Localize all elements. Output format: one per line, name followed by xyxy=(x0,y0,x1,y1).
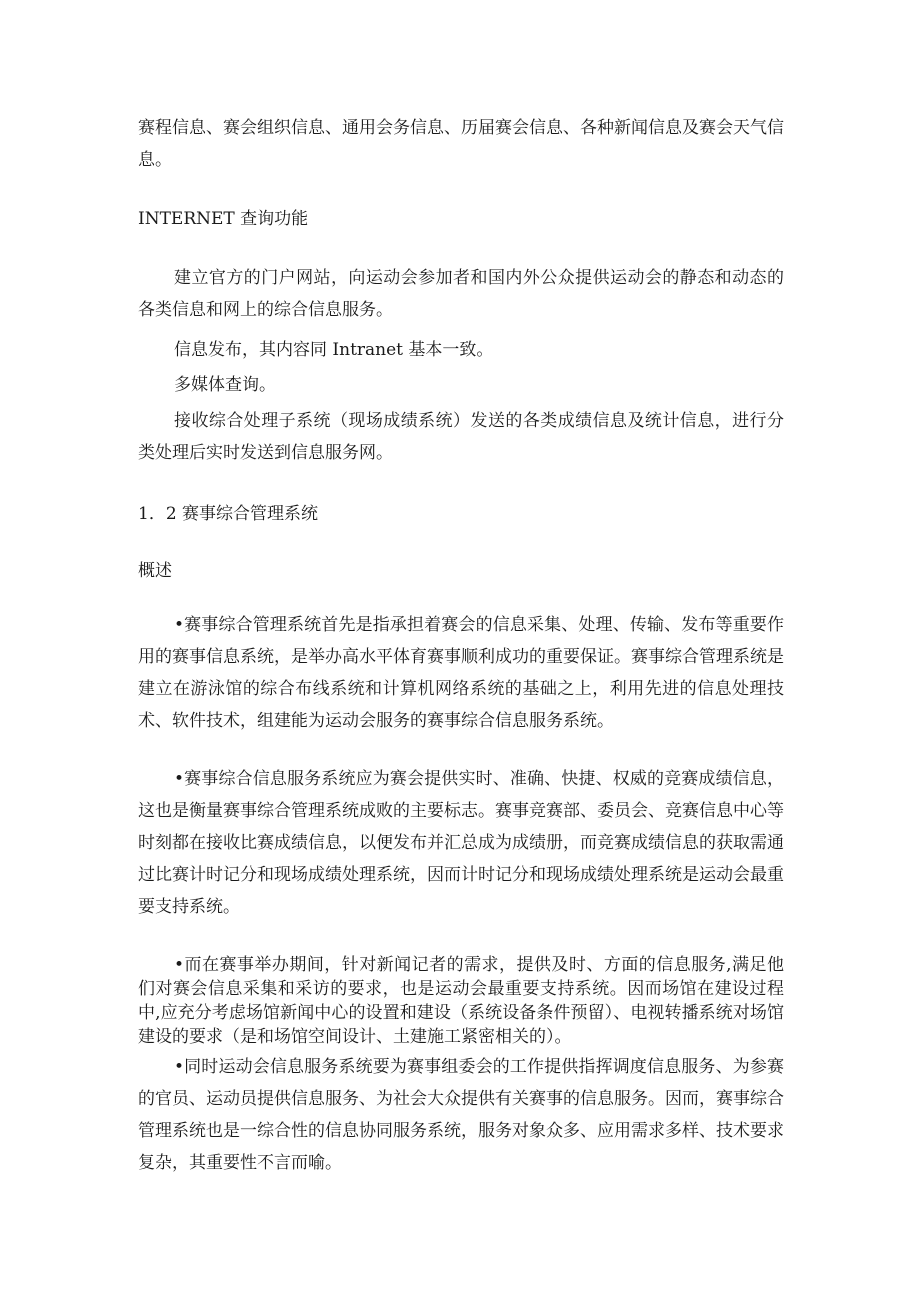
paragraph-bullet-4: •同时运动会信息服务系统要为赛事组委会的工作提供指挥调度信息服务、为参赛的官员、运动员提供信息服务、为社会大众提供有关赛事的信息服务。因而，赛事综合管理系统也是一综合性的信息协同服务系统，服务对象众多、应用需求多样、技术要求复杂，其重要性不言而喻。 xyxy=(138,1057,784,1173)
paragraph-bullet-3: •而在赛事举办期间，针对新闻记者的需求，提供及时、方面的信息服务,满足他们对赛会信息采集和采访的要求，也是运动会最重要支持系统。因而场馆在建设过程中,应充分考虑场馆新闻中心的设置和建设（系统设备条件预留）、电视转播系统对场馆建设的要求（是和场馆空间设计、土建施工紧密相关的）。 xyxy=(138,955,784,1047)
paragraph-multimedia: 多媒体查询。 xyxy=(174,375,276,395)
paragraph-info-release: 信息发布，其内容同 Intranet 基本一致。 xyxy=(174,340,494,360)
heading-internet-query: INTERNET 查询功能 xyxy=(138,209,309,229)
heading-section-1-2: 1．2 赛事综合管理系统 xyxy=(138,504,319,524)
paragraph-schedule-info: 赛程信息、赛会组织信息、通用会务信息、历届赛会信息、各种新闻信息及赛会天气信息。 xyxy=(138,118,784,170)
paragraph-bullet-2: •赛事综合信息服务系统应为赛会提供实时、准确、快捷、权威的竞赛成绩信息，这也是衡量赛事综合管理系统成败的主要标志。赛事竞赛部、委员会、竞赛信息中心等时刻都在接收比赛成绩信息，以便发布并汇总成为成绩册，而竞赛成绩信息的获取需通过比赛计时记分和现场成绩处理系统，因而计时记分和现场成绩处理系统是运动会最重要支持系统。 xyxy=(138,769,784,917)
paragraph-portal: 建立官方的门户网站，向运动会参加者和国内外公众提供运动会的静态和动态的各类信息和网上的综合信息服务。 xyxy=(138,268,784,320)
paragraph-bullet-1: •赛事综合管理系统首先是指承担着赛会的信息采集、处理、传输、发布等重要作用的赛事信息系统，是举办高水平体育赛事顺利成功的重要保证。赛事综合管理系统是建立在游泳馆的综合布线系统和计算机网络系统的基础之上，利用先进的信息处理技术、软件技术，组建能为运动会服务的赛事综合信息服务系统。 xyxy=(138,615,784,731)
paragraph-receive-results: 接收综合处理子系统（现场成绩系统）发送的各类成绩信息及统计信息，进行分类处理后实时发送到信息服务网。 xyxy=(138,411,784,463)
heading-overview: 概述 xyxy=(138,561,172,581)
